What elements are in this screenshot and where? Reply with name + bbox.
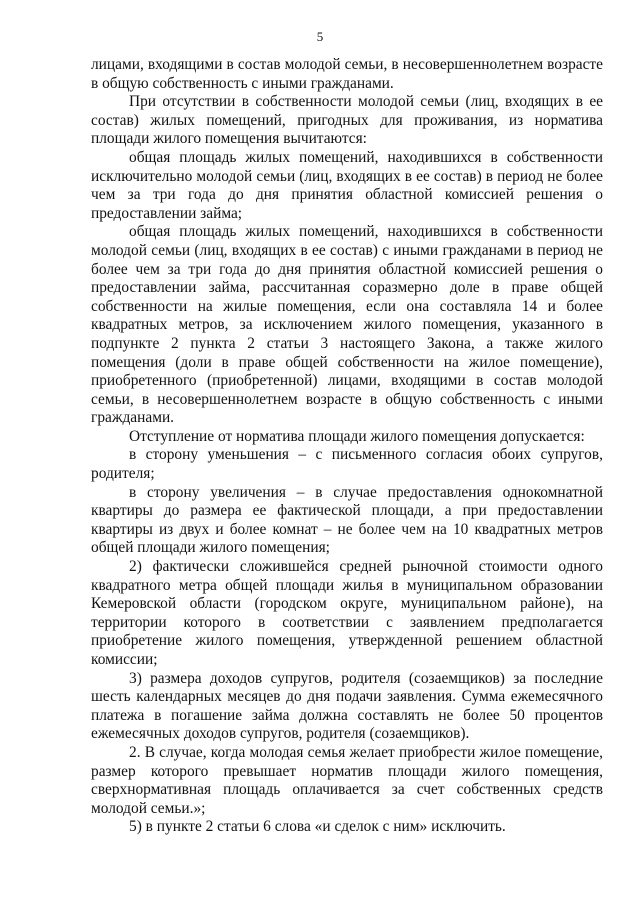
text-line: общая площадь жилых помещений, находившихся в собственности <box>129 223 603 241</box>
text-line: общей площади жилого помещения; <box>91 539 330 557</box>
text-line: площади жилого помещения вычитаются: <box>91 130 367 148</box>
text-line: в общую собственность с иными гражданами. <box>91 74 394 92</box>
text-line: семьи, в несовершеннолетнем возрасте в общую собственность с иными <box>91 390 603 408</box>
text-line: 5) в пункте 2 статьи 6 слова «и сделок с ним» исключить. <box>129 818 506 836</box>
text-line: квадратных метров, за исключением жилого помещения, указанного в <box>91 316 603 334</box>
text-line: молодой семьи.»; <box>91 799 206 817</box>
text-line: 2. В случае, когда молодая семья желает приобрести жилое помещение, <box>129 743 603 761</box>
text-line: 3) размера доходов супругов, родителя (созаемщиков) за последние <box>129 669 603 687</box>
text-line: сверхнормативная площадь оплачивается за счет собственных средств <box>91 781 603 799</box>
text-line: территории которого в соответствии с заявлением предполагается <box>91 613 603 631</box>
text-line: квадратного метра общей площади жилья в муниципальном образовании <box>91 576 603 594</box>
page-number: 5 <box>316 29 324 44</box>
text-line: квартиры из двух и более комнат – не более чем на 10 квадратных метров <box>91 520 603 538</box>
text-line: платежа в погашение займа должна составлять не более 50 процентов <box>91 706 603 724</box>
text-line: приобретенного (приобретенной) лицами, входящими в состав молодой <box>91 372 603 390</box>
text-line: При отсутствии в собственности молодой семьи (лиц, входящих в ее <box>129 93 603 111</box>
text-line: собственности на жилые помещения, если она составляла 14 и более <box>91 297 603 315</box>
text-line: помещения (доли в праве общей собственности на жилое помещение), <box>91 353 603 371</box>
text-line: состав) жилых помещений, пригодных для проживания, из норматива <box>91 111 603 129</box>
text-line: в сторону увеличения – в случае предоставления однокомнатной <box>129 483 603 501</box>
text-line: чем за три года до дня принятия областной комиссией решения о <box>91 186 603 204</box>
text-line: предоставлении займа, рассчитанная соразмерно доле в праве общей <box>91 279 603 297</box>
text-line: лицами, входящими в состав молодой семьи, в несовершеннолетнем возрасте <box>91 56 603 73</box>
text-line: предоставлении займа; <box>91 204 243 222</box>
text-line: Кемеровской области (городском округе, муниципальном районе), на <box>91 595 603 613</box>
text-line: приобретение жилого помещения, утвержденной решением областной <box>91 632 603 650</box>
text-line: ежемесячных доходов супругов, родителя (созаемщиков). <box>91 725 470 743</box>
text-line: Отступление от норматива площади жилого помещения допускается: <box>129 427 585 445</box>
text-line: более чем за три года до дня принятия областной комиссией решения о <box>91 260 603 278</box>
text-line: в сторону уменьшения – с письменного согласия обоих супругов, <box>129 446 603 464</box>
text-line: размер которого превышает норматив площади жилого помещения, <box>91 762 603 780</box>
text-line: молодой семьи (лиц, входящих в ее состав) с иными гражданами в период не <box>91 241 603 259</box>
text-line: шесть календарных месяцев до дня подачи заявления. Сумма ежемесячного <box>91 688 603 706</box>
text-line: подпункте 2 пункта 2 статьи 3 настоящего Закона, а также жилого <box>91 334 603 352</box>
text-line: общая площадь жилых помещений, находившихся в собственности <box>129 148 603 166</box>
text-line: гражданами. <box>91 409 175 427</box>
text-line: комиссии; <box>91 651 158 668</box>
text-line: родителя; <box>91 465 155 483</box>
text-line: квартиры до размера ее фактической площади, а при предоставлении <box>91 502 603 520</box>
document-body <box>91 56 603 837</box>
text-line: 2) фактически сложившейся средней рыночной стоимости одного <box>129 558 603 576</box>
text-line: исключительно молодой семьи (лиц, входящих в ее состав) в период не более <box>91 167 603 185</box>
